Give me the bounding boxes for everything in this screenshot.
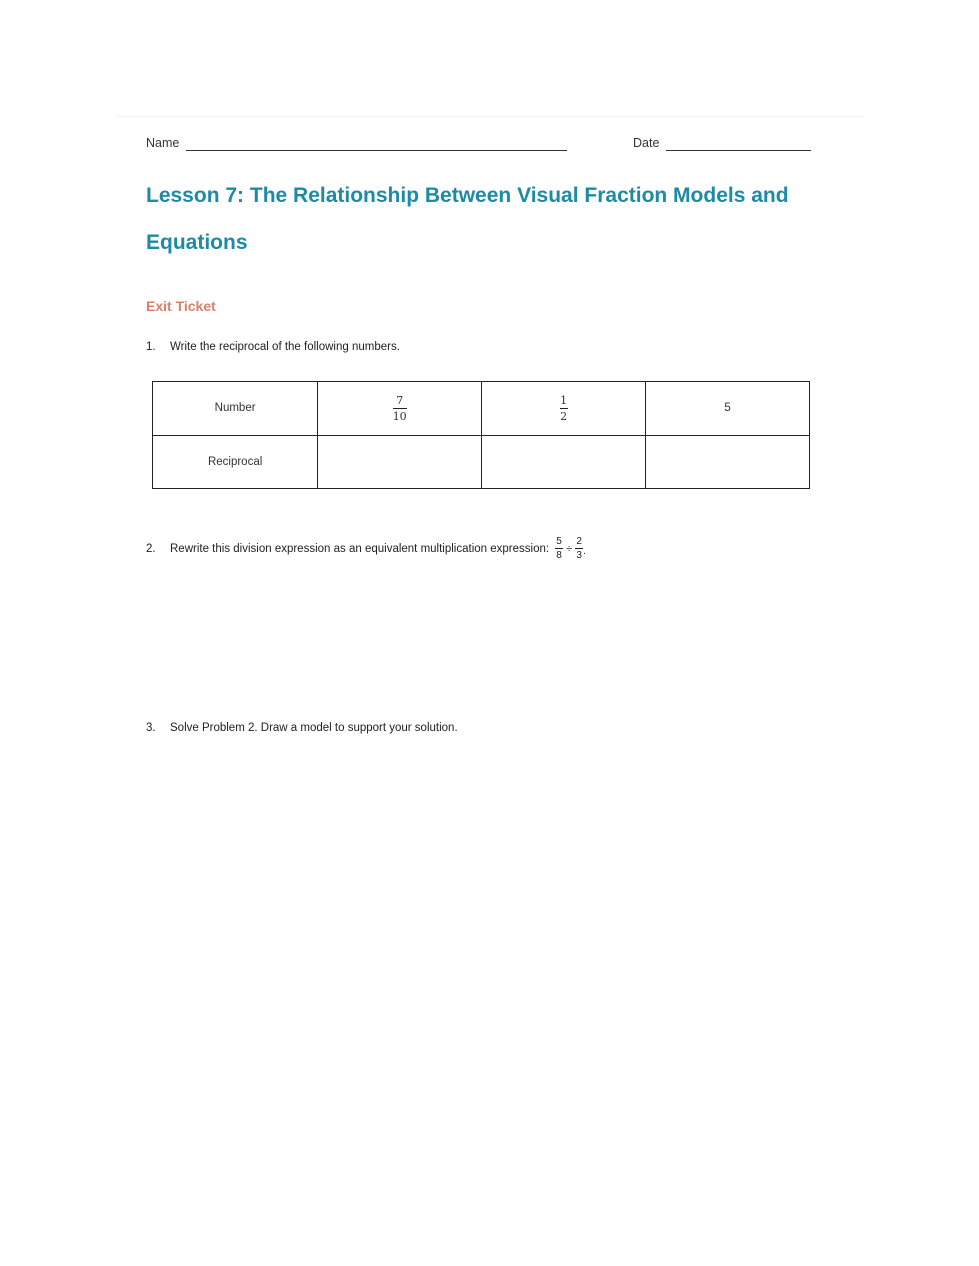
question-1-number: 1. bbox=[146, 341, 156, 353]
row-header-number: Number bbox=[153, 382, 318, 436]
reciprocal-answer-cell[interactable] bbox=[646, 435, 810, 489]
table-cell-number: 5 bbox=[646, 382, 810, 436]
fraction-bar bbox=[575, 548, 583, 549]
reciprocal-answer-cell[interactable] bbox=[318, 435, 482, 489]
fraction bbox=[555, 536, 563, 561]
exit-ticket-heading: Exit Ticket bbox=[146, 298, 216, 314]
row-header-reciprocal: Reciprocal bbox=[153, 435, 318, 489]
header-line bbox=[146, 136, 811, 156]
question-2-text: Rewrite this division expression as an equivalent multiplication expression: bbox=[170, 542, 550, 555]
fraction-bar bbox=[393, 408, 407, 409]
fraction bbox=[560, 394, 568, 423]
fraction-numerator: 2 bbox=[576, 536, 582, 547]
fraction-denominator: 10 bbox=[392, 409, 407, 423]
question-1 bbox=[146, 341, 400, 353]
fraction-numerator: 5 bbox=[556, 536, 562, 547]
fraction-denominator: 3 bbox=[576, 550, 582, 561]
question-2 bbox=[146, 536, 586, 561]
name-label: Name bbox=[146, 136, 180, 150]
division-expression bbox=[555, 536, 586, 561]
fraction-numerator: 1 bbox=[560, 393, 568, 407]
fraction-numerator: 7 bbox=[396, 393, 404, 407]
reciprocal-answer-cell[interactable] bbox=[482, 435, 646, 489]
table-row bbox=[153, 435, 810, 489]
expression-period: . bbox=[583, 546, 586, 557]
table-cell-number bbox=[482, 382, 646, 436]
fraction-denominator: 8 bbox=[556, 550, 562, 561]
question-3-number: 3. bbox=[146, 722, 156, 734]
table-cell-number bbox=[318, 382, 482, 436]
fraction bbox=[393, 394, 407, 423]
fraction-denominator: 2 bbox=[560, 409, 568, 423]
date-field[interactable] bbox=[666, 150, 811, 151]
fraction-bar bbox=[555, 548, 563, 549]
question-1-text: Write the reciprocal of the following numbers. bbox=[170, 341, 400, 353]
lesson-title bbox=[146, 172, 846, 266]
question-3 bbox=[146, 722, 458, 734]
fraction-bar bbox=[560, 408, 568, 409]
date-label: Date bbox=[633, 136, 660, 150]
lesson-title-line1: Lesson 7: The Relationship Between Visual Fraction Models and bbox=[146, 184, 789, 207]
name-field[interactable] bbox=[186, 150, 567, 151]
lesson-title-line2: Equations bbox=[146, 231, 248, 254]
question-3-text: Solve Problem 2. Draw a model to support your solution. bbox=[170, 722, 458, 734]
reciprocal-table bbox=[152, 381, 810, 489]
page-edge bbox=[116, 116, 864, 117]
table-row bbox=[153, 382, 810, 436]
question-2-number: 2. bbox=[146, 542, 156, 555]
division-operator: ÷ bbox=[566, 542, 573, 555]
fraction bbox=[575, 536, 583, 561]
